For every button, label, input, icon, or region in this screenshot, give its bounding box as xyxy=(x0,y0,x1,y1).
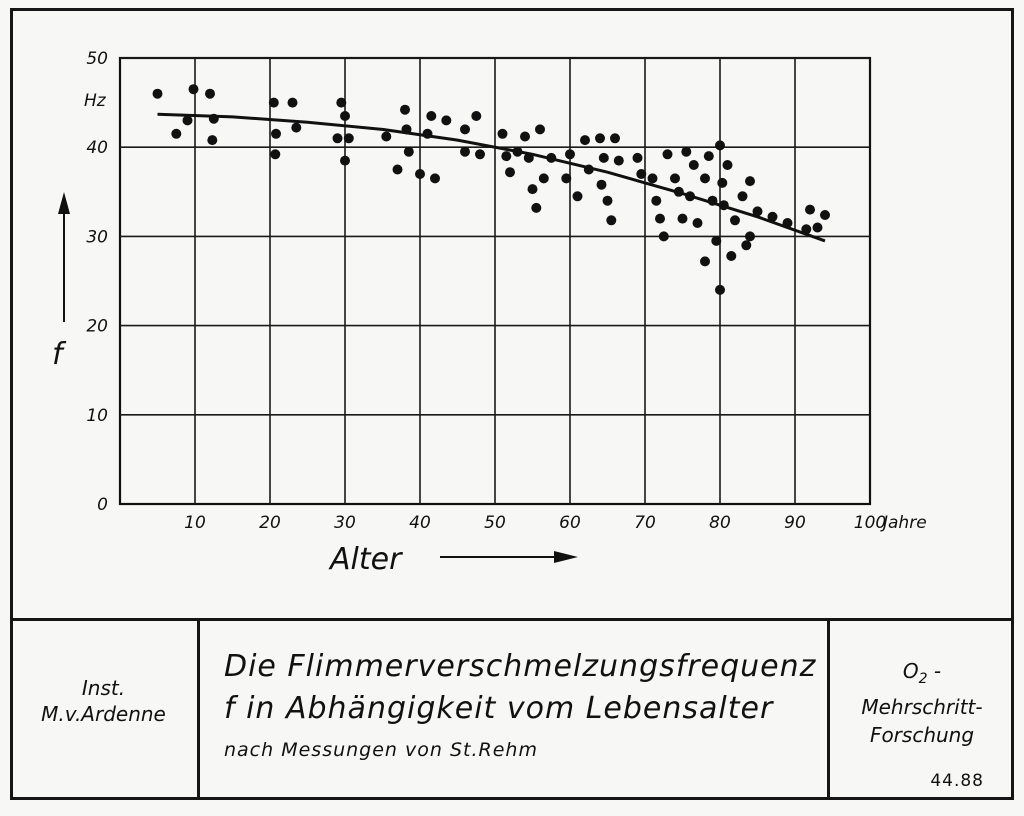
x-axis-title: Alter xyxy=(330,542,402,577)
project-o: O xyxy=(902,659,919,683)
data-point xyxy=(430,173,440,183)
data-point xyxy=(183,115,193,125)
data-point xyxy=(820,210,830,220)
institute-line-1: Inst. xyxy=(81,676,126,700)
data-point xyxy=(498,129,508,139)
data-point xyxy=(584,165,594,175)
data-point xyxy=(460,124,470,134)
x-axis-arrow xyxy=(440,551,578,563)
data-point xyxy=(659,231,669,241)
tick-labels xyxy=(86,49,886,533)
data-point xyxy=(745,176,755,186)
chart-subtitle: nach Messungen von St.Rehm xyxy=(224,739,538,761)
data-point xyxy=(801,224,811,234)
y-tick-label: 20 xyxy=(86,316,108,337)
data-point xyxy=(704,151,714,161)
data-point xyxy=(531,203,541,213)
data-point xyxy=(685,191,695,201)
data-point xyxy=(393,165,403,175)
y-tick-label: 0 xyxy=(97,495,108,515)
data-point xyxy=(636,169,646,179)
data-point xyxy=(681,147,691,157)
x-tick-label: 90 xyxy=(784,513,806,533)
data-point xyxy=(153,89,163,99)
data-point xyxy=(381,132,391,142)
title-cell xyxy=(200,621,830,800)
data-point xyxy=(700,256,710,266)
project-line-3: Forschung xyxy=(869,723,975,747)
data-point xyxy=(340,156,350,166)
data-point xyxy=(738,191,748,201)
data-point xyxy=(205,89,215,99)
data-point xyxy=(441,115,451,125)
data-point xyxy=(426,111,436,121)
y-unit-label: Hz xyxy=(84,91,106,111)
data-point xyxy=(460,147,470,157)
x-tick-label: 30 xyxy=(334,513,356,533)
chart-grid xyxy=(120,58,870,504)
data-point xyxy=(171,129,181,139)
institute-cell xyxy=(10,621,200,800)
data-point xyxy=(595,133,605,143)
data-point xyxy=(741,240,751,250)
project-subscript: 2 xyxy=(918,671,928,687)
data-point xyxy=(648,173,658,183)
data-point xyxy=(404,147,414,157)
data-point xyxy=(670,173,680,183)
data-point xyxy=(693,218,703,228)
data-point xyxy=(501,151,511,161)
data-point xyxy=(700,173,710,183)
x-tick-label: 70 xyxy=(634,513,656,533)
data-point xyxy=(423,129,433,139)
data-point xyxy=(505,167,515,177)
data-point xyxy=(528,184,538,194)
data-point xyxy=(535,124,545,134)
data-point xyxy=(597,180,607,190)
project-dash: - xyxy=(927,659,942,683)
data-point xyxy=(520,132,530,142)
data-points xyxy=(153,84,831,295)
data-point xyxy=(715,285,725,295)
data-point xyxy=(270,149,280,159)
x-tick-label: 60 xyxy=(559,513,581,533)
data-point xyxy=(207,135,217,145)
data-point xyxy=(730,215,740,225)
data-point xyxy=(189,84,199,94)
x-tick-label: 100 xyxy=(853,513,887,533)
x-tick-label: 10 xyxy=(184,513,206,533)
data-point xyxy=(573,191,583,201)
data-point xyxy=(524,153,534,163)
x-tick-label: 40 xyxy=(409,513,431,533)
data-point xyxy=(674,187,684,197)
data-point xyxy=(726,251,736,261)
data-point xyxy=(715,140,725,150)
project-line-2: Mehrschritt- xyxy=(861,695,983,719)
data-point xyxy=(539,173,549,183)
chart-title-line-2: f in Abhängigkeit vom Lebensalter xyxy=(224,691,774,726)
project-line-1 xyxy=(830,657,1014,693)
data-point xyxy=(580,135,590,145)
y-axis-arrow xyxy=(58,192,70,322)
data-point xyxy=(651,196,661,206)
data-point xyxy=(689,160,699,170)
y-tick-label: 30 xyxy=(86,227,108,248)
y-tick-label: 10 xyxy=(86,405,108,426)
data-point xyxy=(599,153,609,163)
data-point xyxy=(723,160,733,170)
title-block xyxy=(10,618,1014,800)
data-point xyxy=(565,149,575,159)
data-point xyxy=(471,111,481,121)
project-cell xyxy=(830,621,1014,800)
data-point xyxy=(614,156,624,166)
data-point xyxy=(813,223,823,233)
data-point xyxy=(655,214,665,224)
data-point xyxy=(344,133,354,143)
x-tick-label: 20 xyxy=(259,513,281,533)
data-point xyxy=(333,133,343,143)
data-point xyxy=(805,205,815,215)
data-point xyxy=(708,196,718,206)
data-point xyxy=(610,133,620,143)
drawing-code: 44.88 xyxy=(930,771,984,791)
y-tick-label: 50 xyxy=(86,49,108,69)
institute-line-2: M.v.Ardenne xyxy=(41,702,166,726)
data-point xyxy=(633,153,643,163)
data-point xyxy=(288,98,298,108)
data-point xyxy=(546,153,556,163)
data-point xyxy=(663,149,673,159)
data-point xyxy=(768,212,778,222)
x-tick-label: 80 xyxy=(709,513,731,533)
data-point xyxy=(209,114,219,124)
data-point xyxy=(717,178,727,188)
data-point xyxy=(291,123,301,133)
chart-title-line-1: Die Flimmerverschmelzungsfrequenz xyxy=(224,649,817,684)
data-point xyxy=(340,111,350,121)
y-axis-symbol: f xyxy=(52,337,63,372)
data-point xyxy=(678,214,688,224)
data-point xyxy=(561,173,571,183)
data-point xyxy=(753,206,763,216)
data-point xyxy=(745,231,755,241)
data-point xyxy=(513,147,523,157)
data-point xyxy=(711,236,721,246)
trend-curve xyxy=(158,114,826,241)
x-unit-label: Jahre xyxy=(883,513,927,533)
data-point xyxy=(269,98,279,108)
y-tick-label: 40 xyxy=(86,138,108,159)
data-point xyxy=(475,149,485,159)
x-tick-label: 50 xyxy=(484,513,506,533)
data-point xyxy=(415,169,425,179)
data-point xyxy=(783,218,793,228)
data-point xyxy=(606,215,616,225)
data-point xyxy=(719,200,729,210)
data-point xyxy=(336,98,346,108)
data-point xyxy=(271,129,281,139)
data-point xyxy=(402,124,412,134)
data-point xyxy=(400,105,410,115)
data-point xyxy=(603,196,613,206)
